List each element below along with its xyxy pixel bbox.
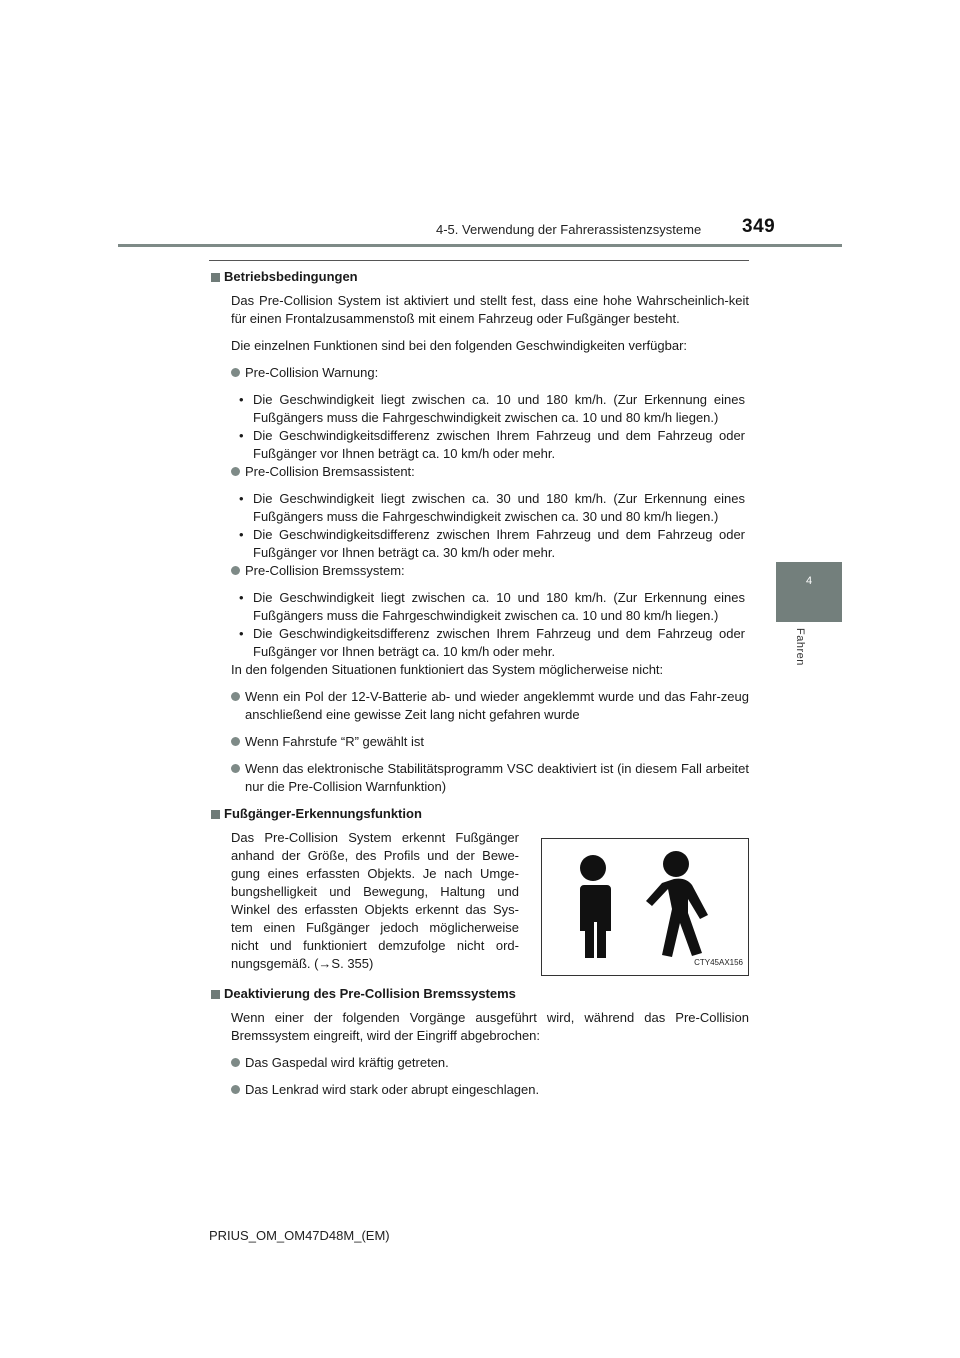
- round-bullet-icon: [231, 1085, 240, 1094]
- content-rule: [209, 260, 749, 261]
- chapter-number: 4: [805, 575, 813, 587]
- square-bullet-icon: [211, 990, 220, 999]
- list-item: Wenn Fahrstufe “R” gewählt ist: [209, 733, 749, 751]
- heading-betriebsbedingungen: Betriebsbedingungen: [209, 268, 749, 286]
- main-content: [209, 268, 749, 1099]
- sub-list-item: • Die Geschwindigkeitsdifferenz zwischen Ihrem Fahrzeug und dem Fahrzeug oder Fußgänger vor Ihnen beträgt ca. 10 km/h oder mehr.: [239, 626, 745, 659]
- sub-list-item: • Die Geschwindigkeit liegt zwischen ca. 10 und 180 km/h. (Zur Erkennung eines Fußgängers muss die Fahrgeschwindigkeit zwischen ca. 10 und 80 km/h liegen.): [239, 590, 745, 623]
- pedestrian-figure: [541, 838, 749, 976]
- sub-list-item: • Die Geschwindigkeit liegt zwischen ca. 30 und 180 km/h. (Zur Erkennung eines Fußgängers muss die Fahrgeschwindigkeit zwischen ca. 30 und 80 km/h liegen.): [239, 491, 745, 524]
- paragraph: Das Pre-Collision System erkennt Fußgänger anhand der Größe, des Profils und der Bewe-gung eines erfassten Objekts. Je nach Umge-bungshelligkeit und Bewegung, Haltung und Winkel des erfassten Objekts erkennt das Sys-tem einen Fußgänger jedoch möglicherweise nicht und funktioniert demzufolge nicht ord-nungsgemäß. (→S. 355): [231, 830, 519, 971]
- page-number: 349: [742, 216, 776, 237]
- list-item: Das Gaspedal wird kräftig getreten.: [209, 1054, 749, 1072]
- round-bullet-icon: [231, 467, 240, 476]
- dot-marker-icon: •: [239, 392, 244, 407]
- paragraph: In den folgenden Situationen funktioniert das System möglicherweise nicht:: [231, 662, 664, 677]
- sub-list-item: • Die Geschwindigkeitsdifferenz zwischen Ihrem Fahrzeug und dem Fahrzeug oder Fußgänger vor Ihnen beträgt ca. 30 km/h oder mehr.: [239, 527, 745, 560]
- round-bullet-icon: [231, 737, 240, 746]
- document-code: PRIUS_OM_OM47D48M_(EM): [209, 1228, 390, 1243]
- sub-list-item: • Die Geschwindigkeitsdifferenz zwischen Ihrem Fahrzeug und dem Fahrzeug oder Fußgänger vor Ihnen beträgt ca. 10 km/h oder mehr.: [239, 428, 745, 461]
- square-bullet-icon: [211, 810, 220, 819]
- list-item: Wenn das elektronische Stabilitätsprogramm VSC deaktiviert ist (in diesem Fall arbeitet nur die Pre-Collision Warnfunktion): [209, 760, 749, 796]
- figure-code: CTY45AX156: [694, 958, 743, 967]
- dot-marker-icon: •: [239, 527, 244, 542]
- dot-marker-icon: •: [239, 428, 244, 443]
- dot-marker-icon: •: [239, 626, 244, 641]
- paragraph: Das Pre-Collision System ist aktiviert und stellt fest, dass eine hohe Wahrscheinlich-keit für einen Frontalzusammenstoß mit einem Fahrzeug oder Fußgänger besteht.: [231, 293, 749, 326]
- list-item: Wenn ein Pol der 12-V-Batterie ab- und wieder angeklemmt wurde und das Fahr-zeug anschließend eine gewisse Zeit lang nicht gefahren wurde: [209, 688, 749, 724]
- dot-marker-icon: •: [239, 590, 244, 605]
- dot-marker-icon: •: [239, 491, 244, 506]
- round-bullet-icon: [231, 1058, 240, 1067]
- heading-deaktivierung: Deaktivierung des Pre-Collision Bremssystems: [209, 985, 749, 1003]
- heading-fussgaenger: Fußgänger-Erkennungsfunktion: [209, 805, 749, 823]
- pedestrian-section: [209, 829, 749, 976]
- sub-list-item: • Die Geschwindigkeit liegt zwischen ca. 10 und 180 km/h. (Zur Erkennung eines Fußgängers muss die Fahrgeschwindigkeit zwischen ca. 10 und 80 km/h liegen.): [239, 392, 745, 425]
- chapter-label: Fahren: [794, 628, 806, 666]
- list-item: Das Lenkrad wird stark oder abrupt eingeschlagen.: [209, 1081, 749, 1099]
- chapter-tab: [776, 562, 842, 622]
- round-bullet-icon: [231, 368, 240, 377]
- list-item: Pre-Collision Bremssystem:: [209, 562, 749, 580]
- round-bullet-icon: [231, 692, 240, 701]
- square-bullet-icon: [211, 273, 220, 282]
- list-item: Pre-Collision Bremsassistent:: [209, 463, 749, 481]
- list-item: Pre-Collision Warnung:: [209, 364, 749, 382]
- round-bullet-icon: [231, 566, 240, 575]
- section-title: 4-5. Verwendung der Fahrerassistenzsysteme: [436, 222, 702, 237]
- paragraph: Wenn einer der folgenden Vorgänge ausgeführt wird, während das Pre-Collision Bremssystem eingreift, wird der Eingriff abgebrochen:: [231, 1010, 749, 1043]
- paragraph: Die einzelnen Funktionen sind bei den folgenden Geschwindigkeiten verfügbar:: [231, 338, 688, 353]
- round-bullet-icon: [231, 764, 240, 773]
- header-rule: [118, 244, 842, 247]
